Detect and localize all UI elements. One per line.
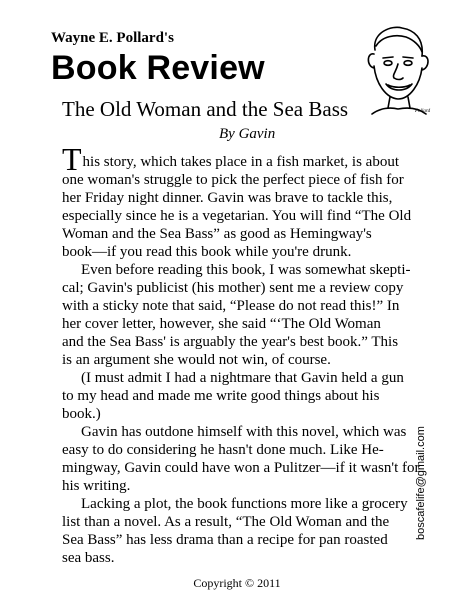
body-line: to my head and made me write good things about his xyxy=(62,388,380,404)
body-line: cal; Gavin's publicist (his mother) sent me a review copy xyxy=(62,280,404,296)
body-line: Gavin has outdone himself with this novel, which was xyxy=(81,424,407,440)
column-title: Book Review xyxy=(51,49,265,87)
body-line: Lacking a plot, the book functions more like a grocery xyxy=(81,496,408,512)
body-line: This story, which takes place in a fish market, is about xyxy=(62,141,399,177)
body-line: book—if you read this book while you're drunk. xyxy=(62,244,352,260)
review-byline: By Gavin xyxy=(219,126,276,142)
copyright-notice: Copyright © 2011 xyxy=(193,576,281,590)
body-line: one woman's struggle to pick the perfect piece of fish for xyxy=(62,172,404,188)
body-line: list than a novel. As a result, “The Old Woman and the xyxy=(62,514,390,530)
book-title: The Old Woman and the Sea Bass xyxy=(62,97,349,121)
body-line: her cover letter, however, she said “‘The Old Woman xyxy=(62,316,381,332)
body-line: (I must admit I had a nightmare that Gavin held a gun xyxy=(81,370,404,386)
review-body xyxy=(62,141,422,567)
body-line: her Friday night dinner. Gavin was brave to tackle this, xyxy=(62,190,393,206)
body-line: book.) xyxy=(62,406,101,422)
body-line: easy to do considering he hasn't done much. Like He- xyxy=(62,442,384,458)
author-caricature xyxy=(352,22,438,116)
body-line: sea bass. xyxy=(62,550,115,566)
body-line: Woman and the Sea Bass” as good as Hemingway's xyxy=(62,226,372,242)
drop-cap: T xyxy=(62,141,82,177)
column-author-line: Wayne E. Pollard's xyxy=(51,30,174,46)
body-line: mingway, Gavin could have won a Pulitzer—if it wasn't for xyxy=(62,460,420,476)
body-line: Even before reading this book, I was somewhat skepti- xyxy=(81,262,411,278)
caricature-signature: Pollard xyxy=(415,109,431,114)
body-line: with a sticky note that said, “Please do not read this!” In xyxy=(62,298,400,314)
body-line: Sea Bass” has less drama than a recipe for pan roasted xyxy=(62,532,388,548)
body-line: is an argument she would not win, of course. xyxy=(62,352,331,368)
body-line: especially since he is a vegetarian. You will find “The Old xyxy=(62,208,412,224)
body-line: and the Sea Bass' is arguably the year's best book.” This xyxy=(62,334,399,350)
body-line: his writing. xyxy=(62,478,131,494)
contact-email: boscafelife@gmail.com xyxy=(415,426,427,540)
